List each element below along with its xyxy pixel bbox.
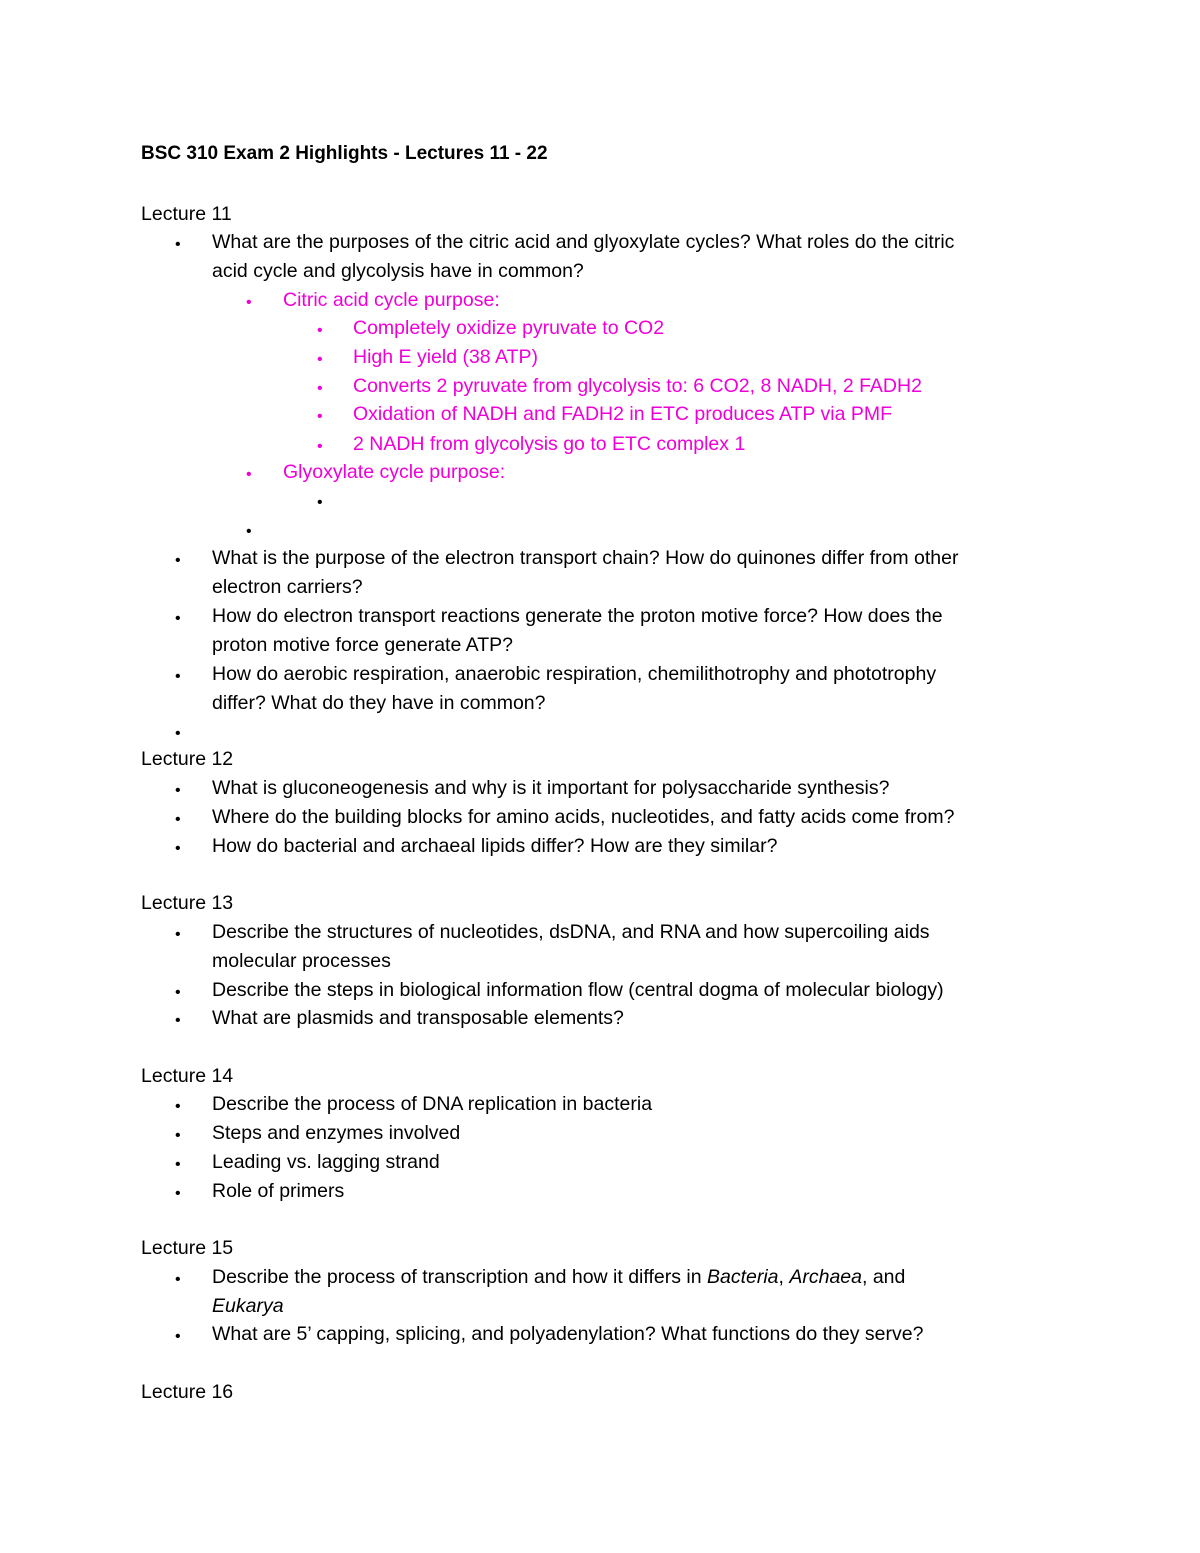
bullet-icon: • [175, 926, 181, 943]
list-item-text: electron carriers? [212, 576, 363, 598]
bullet-icon: • [317, 351, 323, 368]
bullet-icon: • [175, 236, 181, 253]
list-item-text: 2 NADH from glycolysis go to ETC complex 1 [353, 433, 746, 455]
bullet-icon: • [175, 1012, 181, 1029]
list-item-text: What are plasmids and transposable elements? [212, 1007, 624, 1029]
document-title: BSC 310 Exam 2 Highlights - Lectures 11 - 22 [141, 143, 548, 164]
lecture-heading: Lecture 13 [141, 892, 234, 914]
bullet-icon: • [175, 1098, 181, 1115]
list-item-text: Describe the structures of nucleotides, dsDNA, and RNA and how supercoiling aids [212, 921, 930, 943]
list-item-text: Steps and enzymes involved [212, 1122, 461, 1144]
list-item-text: Oxidation of NADH and FADH2 in ETC produces ATP via PMF [353, 403, 892, 425]
bullet-icon: • [175, 782, 181, 799]
list-item-text: How do electron transport reactions generate the proton motive force? How does the [212, 605, 943, 627]
list-item-text: Citric acid cycle purpose: [283, 289, 500, 311]
bullet-icon: • [317, 322, 323, 339]
list-item-text: Describe the steps in biological information flow (central dogma of molecular biology) [212, 979, 944, 1001]
bullet-icon: • [175, 840, 181, 857]
list-item-text [212, 1295, 284, 1318]
bullet-icon: • [175, 552, 181, 569]
list-item-text-segment: Describe the process of transcription and how it differs in [212, 1266, 707, 1288]
bullet-icon: • [175, 1328, 181, 1345]
bullet-icon: • [246, 294, 252, 311]
lecture-heading: Lecture 14 [141, 1065, 234, 1087]
bullet-icon: • [317, 438, 323, 455]
list-item-text: Leading vs. lagging strand [212, 1151, 440, 1173]
bullet-icon: • [317, 380, 323, 397]
lecture-heading: Lecture 16 [141, 1381, 234, 1403]
bullet-icon: • [317, 408, 323, 425]
list-item-text: How do bacterial and archaeal lipids differ? How are they similar? [212, 835, 778, 857]
list-item-text: Role of primers [212, 1180, 345, 1202]
bullet-icon: • [317, 494, 323, 511]
list-item-text: What is the purpose of the electron transport chain? How do quinones differ from other [212, 547, 959, 569]
bullet-icon: • [175, 1127, 181, 1144]
list-item-text [212, 1266, 905, 1289]
bullet-icon: • [175, 1156, 181, 1173]
list-item-text: Completely oxidize pyruvate to CO2 [353, 317, 665, 339]
lecture-heading: Lecture 11 [141, 203, 232, 225]
list-item-text: differ? What do they have in common? [212, 692, 546, 714]
list-item-text: High E yield (38 ATP) [353, 346, 538, 368]
lecture-heading: Lecture 12 [141, 748, 234, 770]
bullet-icon: • [175, 984, 181, 1001]
bullet-icon: • [175, 610, 181, 627]
list-item-text: Where do the building blocks for amino acids, nucleotides, and fatty acids come from? [212, 806, 955, 828]
bullet-icon: • [175, 811, 181, 828]
bullet-icon: • [175, 1271, 181, 1288]
list-item-text: Describe the process of DNA replication in bacteria [212, 1093, 653, 1115]
list-item-text-segment: , and [862, 1266, 906, 1288]
taxon-bacteria: Bacteria [706, 1266, 779, 1288]
list-item-text: What are 5’ capping, splicing, and polyadenylation? What functions do they serve? [212, 1323, 924, 1345]
list-item-text: What is gluconeogenesis and why is it important for polysaccharide synthesis? [212, 777, 890, 799]
bullet-icon: • [175, 668, 181, 685]
list-item-text: Converts 2 pyruvate from glycolysis to: 6 CO2, 8 NADH, 2 FADH2 [353, 375, 922, 397]
taxon-eukarya: Eukarya [212, 1295, 284, 1317]
list-item-text: Glyoxylate cycle purpose: [283, 461, 506, 483]
list-item-text: acid cycle and glycolysis have in common? [212, 260, 584, 282]
list-item-text: What are the purposes of the citric acid and glyoxylate cycles? What roles do the citric [212, 231, 955, 253]
list-item-text: proton motive force generate ATP? [212, 634, 513, 656]
bullet-icon: • [246, 466, 252, 483]
list-item-text: How do aerobic respiration, anaerobic respiration, chemilithotrophy and phototrophy [212, 663, 937, 685]
list-item-text: molecular processes [212, 950, 391, 972]
bullet-icon: • [175, 725, 181, 742]
taxon-archaea: Archaea [789, 1266, 862, 1288]
bullet-icon: • [175, 1185, 181, 1202]
lecture-heading: Lecture 15 [141, 1237, 234, 1259]
bullet-icon: • [246, 523, 252, 540]
list-item-text-segment: , [778, 1266, 790, 1288]
